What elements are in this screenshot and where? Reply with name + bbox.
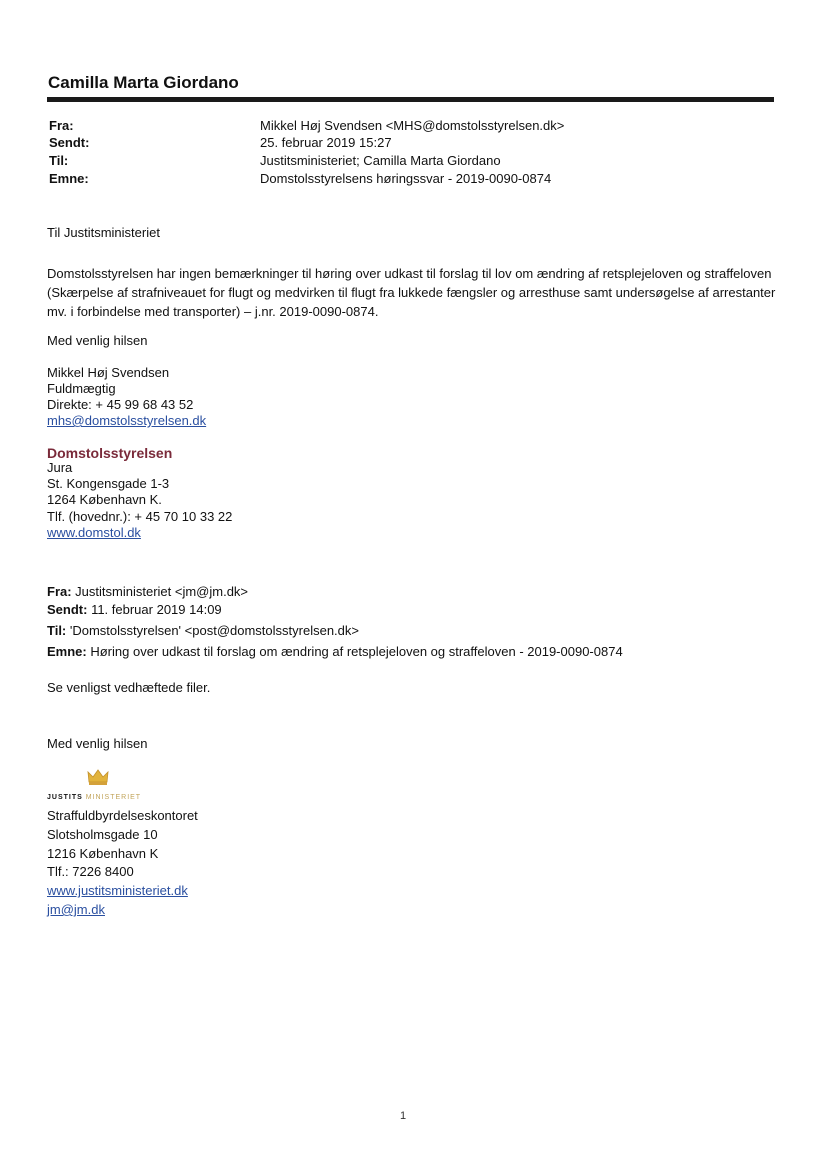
fwd-subject-row [47,643,623,661]
sig-title: Fuldmægtig [47,381,116,396]
fwd-sig-email-link[interactable]: jm@jm.dk [47,902,105,917]
meta-to-label: Til: [49,153,69,168]
meta-sent-label: Sendt: [49,135,90,150]
fwd-from-label: Fra: [47,584,72,599]
fwd-subject-label: Emne: [47,644,87,659]
crown-icon [87,768,109,786]
logo-text [47,794,141,801]
closing: Med venlig hilsen [47,333,148,348]
fwd-to-value: 'Domstolsstyrelsen' <post@domstolsstyrelsen.dk> [66,623,359,638]
sig-street: St. Kongensgade 1-3 [47,476,170,491]
meta-from-value: Mikkel Høj Svendsen <MHS@domstolsstyrelsen.dk> [260,118,565,133]
meta-from-label: Fra: [49,118,74,133]
fwd-sig-street: Slotsholmsgade 10 [47,827,158,842]
fwd-sig-web-link[interactable]: www.justitsministeriet.dk [47,883,188,898]
fwd-to-label: Til: [47,623,67,638]
sig-web-link[interactable]: www.domstol.dk [47,525,141,540]
meta-subject-label: Emne: [49,171,89,186]
logo-text-bold: JUSTITS [47,794,83,801]
meta-sent-value: 25. februar 2019 15:27 [260,135,392,150]
sig-dept: Jura [47,460,73,475]
sig-city: 1264 København K. [47,492,162,507]
header-rule [47,97,774,102]
fwd-closing: Med venlig hilsen [47,736,148,751]
greeting: Til Justitsministeriet [47,225,160,240]
fwd-from-value: Justitsministeriet <jm@jm.dk> [71,584,249,599]
fwd-from-row [47,583,248,601]
fwd-sent-value: 11. februar 2019 14:09 [87,602,222,617]
meta-to-value: Justitsministeriet; Camilla Marta Giordano [260,153,501,168]
fwd-to-row [47,622,359,640]
fwd-sent-label: Sendt: [47,602,88,617]
fwd-sig-city: 1216 København K [47,846,159,861]
page-number: 1 [400,1110,407,1122]
sig-name: Mikkel Høj Svendsen [47,365,170,380]
fwd-subject-value: Høring over udkast til forslag om ændring af retsplejeloven og straffeloven - 2019-0090-0874 [86,644,623,659]
header-name: Camilla Marta Giordano [48,73,239,92]
body-paragraph: Domstolsstyrelsen har ingen bemærkninger til høring over udkast til forslag til lov om ændring af retsplejeloven og straffeloven (Skærpelse af strafniveauet for flugt og medvirken til flugt fra lukkede fængsler og arresthuse samt undersøgelse af arrestanter mv. i forbindelse med transporter) – j.nr. 2019-0090-0874. [47,266,776,319]
fwd-sig-office: Straffuldbyrdelseskontoret [47,808,198,823]
ministry-logo [47,768,167,804]
fwd-sent-row [47,601,222,619]
sig-phone: Tlf. (hovednr.): + 45 70 10 33 22 [47,509,233,524]
fwd-sig-phone: Tlf.: 7226 8400 [47,864,134,879]
sig-direct-phone: Direkte: + 45 99 68 43 52 [47,397,194,412]
sig-email-link[interactable]: mhs@domstolsstyrelsen.dk [47,413,207,428]
fwd-body: Se venligst vedhæftede filer. [47,680,211,695]
meta-subject-value: Domstolsstyrelsens høringssvar - 2019-0090-0874 [260,171,552,186]
logo-text-light: MINISTERIET [85,794,142,801]
sig-org-name: Domstolsstyrelsen [47,445,173,461]
